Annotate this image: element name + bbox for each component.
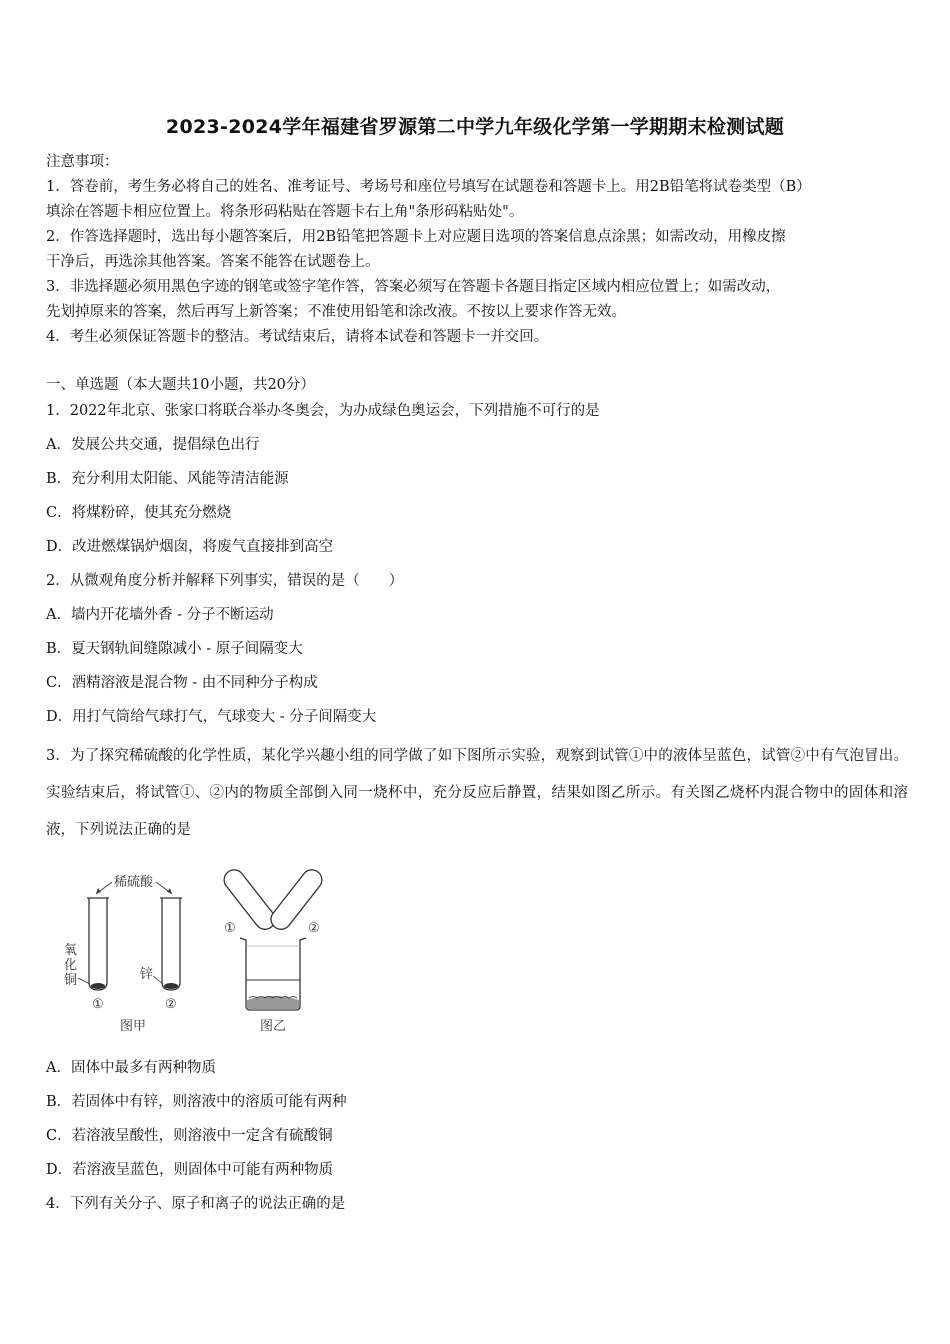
q2-option-b: B．夏天钢轨间缝隙减小 - 原子间隔变大 (46, 641, 303, 657)
q1-option-a: A．发展公共交通，提倡绿色出行 (46, 437, 260, 453)
tube-2-label: ② (165, 997, 177, 1012)
notes-line: 3．非选择题必须用黑色字迹的钢笔或签字笔作答，答案必须写在答题卡各题目指定区域内相应位置上；如需改动， (46, 279, 781, 295)
page-title: 2023-2024学年福建省罗源第二中学九年级化学第一学期期末检测试题 (165, 116, 785, 138)
notes-line: 4．考生必须保证答题卡的整洁。考试结束后，请将本试卷和答题卡一并交回。 (46, 329, 549, 345)
notes-line: 填涂在答题卡相应位置上。将条形码粘贴在答题卡右上角"条形码粘贴处"。 (46, 204, 524, 220)
figure-b-tube-2-label: ② (308, 921, 320, 936)
test-tube-1 (87, 898, 109, 990)
q3-option-d: D．若溶液呈蓝色，则固体中可能有两种物质 (46, 1162, 334, 1178)
notes-heading: 注意事项： (46, 154, 119, 170)
q2-stem: 2．从微观角度分析并解释下列事实，错误的是（ ） (46, 573, 404, 589)
q2-option-c: C．酒精溶液是混合物 - 由不同种分子构成 (46, 675, 318, 691)
caption-figure-b: 图乙 (260, 1019, 287, 1034)
figure-b-tube-1-label: ① (224, 921, 236, 936)
q3-option-a: A．固体中最多有两种物质 (46, 1060, 216, 1076)
beaker (240, 938, 306, 1010)
reagent-label-left-2: 化 (64, 958, 78, 973)
tube-1-label: ① (92, 997, 104, 1012)
q2-option-d: D．用打气筒给气球打气，气球变大 - 分子间隔变大 (46, 709, 377, 725)
q1-option-c: C．将煤粉碎，使其充分燃烧 (46, 505, 232, 521)
experiment-figure (56, 860, 346, 1040)
q1-option-b: B．充分利用太阳能、风能等清洁能源 (46, 471, 289, 487)
q1-stem: 1．2022年北京、张家口将联合举办冬奥会，为办成绿色奥运会，下列措施不可行的是 (46, 403, 600, 419)
section-heading: 一、单选题（本大题共10小题，共20分） (46, 377, 315, 393)
notes-line: 先划掉原来的答案，然后再写上新答案；不准使用铅笔和涂改液。不按以上要求作答无效。 (46, 304, 626, 320)
q3-stem: 3．为了探究稀硫酸的化学性质，某化学兴趣小组的同学做了如下图所示实验，观察到试管①中的液体呈蓝色，试管②中有气泡冒出。实验结束后，将试管①、②内的物质全部倒入同一烧杯中，充分反应后静置，结果如图乙所示。有关图乙烧杯内混合物中的固体和溶液，下列说法正确的是 (46, 748, 908, 838)
notes-line: 干净后，再选涂其他答案。答案不能答在试题卷上。 (46, 254, 380, 270)
test-tube-2 (160, 898, 182, 990)
notes-line: 1．答卷前，考生务必将自己的姓名、准考证号、考场号和座位号填写在试题卷和答题卡上。用2B铅笔将试卷类型（B） (46, 179, 811, 195)
notes-line: 2．作答选择题时，选出每小题答案后，用2B铅笔把答题卡上对应题目选项的答案信息点涂黑；如需改动，用橡皮擦 (46, 229, 786, 245)
reagent-label-left-1: 氧 (64, 943, 78, 958)
notes-block (46, 150, 908, 350)
q3-option-c: C．若溶液呈酸性，则溶液中一定含有硫酸铜 (46, 1128, 333, 1144)
q4-stem: 4．下列有关分子、原子和离子的说法正确的是 (46, 1196, 346, 1212)
q2-option-a: A．墙内开花墙外香 - 分子不断运动 (46, 607, 274, 623)
acid-label: 稀硫酸 (114, 875, 154, 890)
reagent-label-right: 锌 (140, 967, 154, 982)
q3-option-b: B．若固体中有锌，则溶液中的溶质可能有两种 (46, 1094, 347, 1110)
reagent-label-left-3: 铜 (64, 973, 78, 988)
caption-figure-a: 图甲 (120, 1019, 147, 1034)
q1-option-d: D．改进燃煤锅炉烟囱，将废气直接排到高空 (46, 539, 334, 555)
